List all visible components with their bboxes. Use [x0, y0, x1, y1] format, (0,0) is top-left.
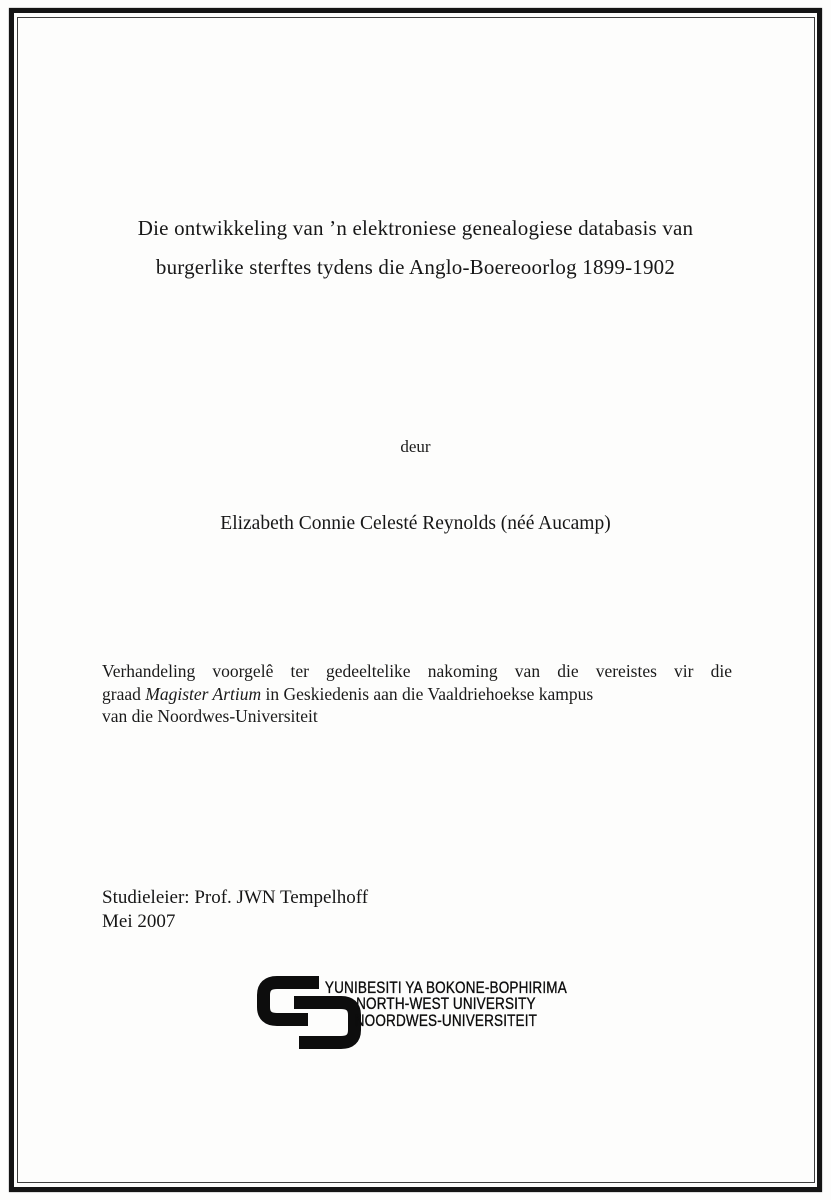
university-name-english: NORTH-WEST UNIVERSITY	[356, 995, 536, 1014]
submission-line-2-suffix: in Geskiedenis aan die Vaaldriehoekse kampus	[261, 683, 594, 704]
date-line: Mei 2007	[102, 910, 176, 932]
thesis-title-line-2: burgerlike sterftes tydens die Anglo-Boereoorlog 1899-1902	[155, 255, 676, 279]
author-name: Elizabeth Connie Celesté Reynolds (néé Aucamp)	[220, 513, 611, 534]
submission-line-1: Verhandeling voorgelê ter gedeeltelike nakoming van die vereistes vir die	[102, 661, 732, 681]
university-name-block	[318, 980, 574, 1029]
degree-name: Magister Artium	[145, 683, 262, 704]
university-name-afrikaans: NOORDWES-UNIVERSITEIT	[354, 1011, 538, 1030]
north-west-university-logo	[256, 968, 586, 1054]
submission-line-2-prefix: graad	[102, 683, 146, 704]
submission-line-3: van die Noordwes-Universiteit	[102, 706, 318, 726]
submission-statement	[102, 660, 732, 728]
submission-line-2	[102, 683, 732, 706]
supervisor-block	[102, 886, 368, 933]
university-name-setswana: YUNIBESITI YA BOKONE-BOPHIRIMA	[324, 979, 567, 997]
byline-label: deur	[400, 437, 431, 456]
thesis-title	[55, 209, 776, 287]
thesis-title-line-1: Die ontwikkeling van ’n elektroniese genealogiese databasis van	[137, 216, 694, 240]
supervisor-line: Studieleier: Prof. JWN Tempelhoff	[102, 887, 369, 908]
